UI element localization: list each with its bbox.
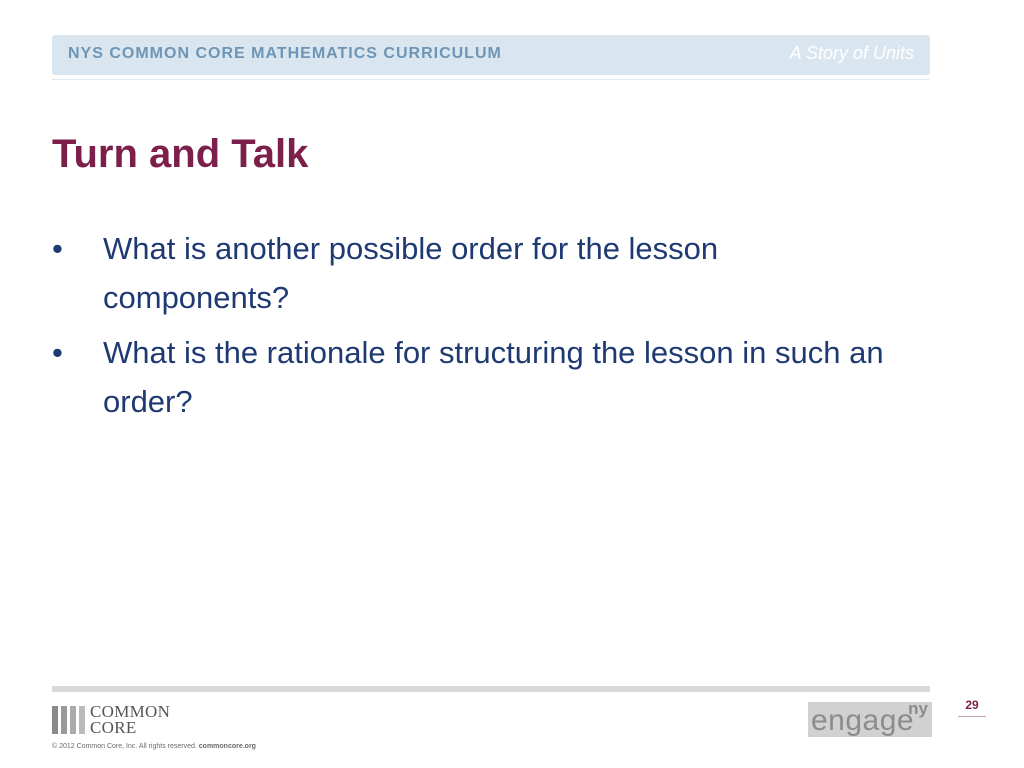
story-label: A Story of Units [789,43,914,63]
header-banner [52,35,930,75]
commoncore-link[interactable]: commoncore.org [198,743,256,750]
bullet-item [52,224,912,322]
slide-title: Turn and Talk [52,132,309,176]
bullet-text: What is another possible order for the lesson components? [103,231,719,315]
bullet-marker: • [52,335,63,370]
bullet-text: What is the rationale for structuring the lesson in such an order? [103,335,884,419]
page-number-underline [958,716,986,717]
curriculum-label: NYS COMMON CORE MATHEMATICS CURRICULUM [68,45,502,62]
bullet-list [52,224,912,432]
bullet-marker: • [52,231,63,266]
common-core-wordmark: COMMON CORE [90,702,171,737]
common-core-bars-icon [52,706,86,734]
header-divider [52,79,930,80]
engageny-logo: engage ny [808,702,932,737]
footer-divider [52,686,930,692]
copyright-notice: © 2012 Common Core, Inc. All rights reserved. commoncore.org [52,743,256,750]
bullet-item [52,328,912,426]
page-number: 29 [965,698,979,712]
common-core-logo [52,704,232,736]
